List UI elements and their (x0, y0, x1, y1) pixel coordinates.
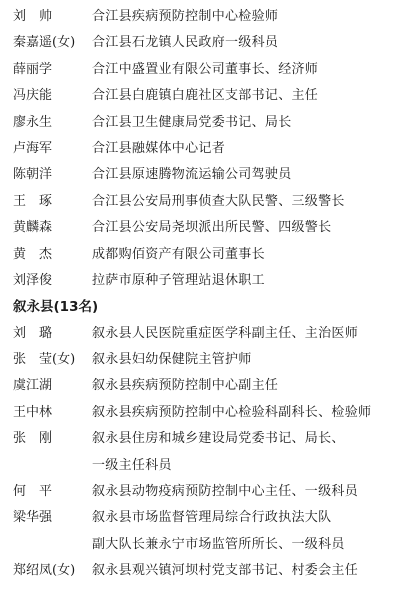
person-name: 张 刚 (13, 431, 53, 447)
title-line: 叙永县妇幼保健院主管护师 (92, 352, 252, 368)
title-line: 叙永县疾病预防控制中心检验科副科长、检验师 (92, 404, 372, 420)
list-item (0, 110, 407, 136)
person-name: 秦嘉遥(女) (13, 35, 76, 51)
list-item (0, 268, 407, 294)
person-name: 王 琢 (13, 193, 53, 209)
person-name: 陈朝洋 (13, 167, 53, 183)
person-name: 张 莹(女) (13, 352, 76, 368)
person-name: 黄麟森 (13, 220, 53, 236)
list-item (0, 215, 407, 241)
list-item (0, 321, 407, 347)
title-line: 叙永县观兴镇河坝村党支部书记、村委会主任 (92, 563, 359, 579)
person-name: 虞江湖 (13, 378, 53, 394)
list-item (0, 136, 407, 162)
list-item (0, 426, 407, 479)
list-item (0, 83, 407, 109)
title-line: 副大队长兼永宁市场监管所所长、一级科员 (92, 536, 345, 552)
person-title: 合江县石龙镇人民政府一级科员 (92, 35, 279, 51)
person-title (92, 505, 407, 558)
person-title (92, 426, 407, 479)
person-name: 刘 璐 (13, 325, 53, 341)
list-item (0, 373, 407, 399)
title-line: 叙永县市场监督管理局综合行政执法大队 (92, 510, 332, 526)
person-name: 何 平 (13, 484, 53, 500)
person-name: 刘 帅 (13, 9, 53, 24)
list-item (0, 558, 407, 584)
list-item (0, 479, 407, 505)
list-item (0, 57, 407, 83)
person-title: 合江县公安局刑事侦查大队民警、三级警长 (92, 193, 345, 209)
person-name: 薛丽学 (13, 61, 53, 77)
list-item (0, 4, 407, 30)
person-name: 郑绍凤(女) (13, 563, 76, 579)
list-item (0, 347, 407, 373)
section-header-xuyong: 叙永县(13名) (13, 299, 99, 316)
person-name: 王中林 (13, 404, 53, 420)
person-title: 合江中盛置业有限公司董事长、经济师 (92, 61, 319, 77)
person-title: 拉萨市原种子管理站退休职工 (92, 272, 265, 288)
person-title: 合江县公安局尧坝派出所民警、四级警长 (92, 220, 332, 236)
hejiang-list (0, 4, 407, 294)
person-title (92, 558, 407, 584)
list-item (0, 162, 407, 188)
person-name: 卢海军 (13, 140, 53, 156)
title-line: 叙永县动物疫病预防控制中心主任、一级科员 (92, 484, 359, 500)
list-item (0, 189, 407, 215)
person-name: 冯庆能 (13, 88, 53, 104)
title-line: 一级主任科员 (92, 457, 172, 473)
person-title: 合江县卫生健康局党委书记、局长 (92, 114, 292, 130)
list-item (0, 400, 407, 426)
title-line: 叙永县人民医院重症医学科副主任、主治医师 (92, 325, 359, 341)
person-name: 刘泽俊 (13, 272, 53, 288)
person-title (92, 479, 407, 505)
title-line: 叙永县住房和城乡建设局党委书记、局长、 (92, 431, 345, 447)
list-item (0, 505, 407, 558)
person-title: 合江县疾病预防控制中心检验师 (92, 9, 279, 24)
person-title (92, 373, 407, 399)
person-title (92, 400, 407, 426)
person-name: 廖永生 (13, 114, 53, 130)
xuyong-list (0, 321, 407, 585)
person-title: 合江县原速腾物流运输公司驾驶员 (92, 167, 292, 183)
person-title: 成都购佰资产有限公司董事长 (92, 246, 265, 262)
title-line: 叙永县疾病预防控制中心副主任 (92, 378, 279, 394)
person-name: 黄 杰 (13, 246, 53, 262)
person-title (92, 321, 407, 347)
person-title: 合江县白鹿镇白鹿社区支部书记、主任 (92, 88, 319, 104)
person-name: 梁华强 (13, 510, 53, 526)
person-title (92, 347, 407, 373)
list-item (0, 242, 407, 268)
list-item (0, 30, 407, 56)
person-title: 合江县融媒体中心记者 (92, 140, 226, 156)
